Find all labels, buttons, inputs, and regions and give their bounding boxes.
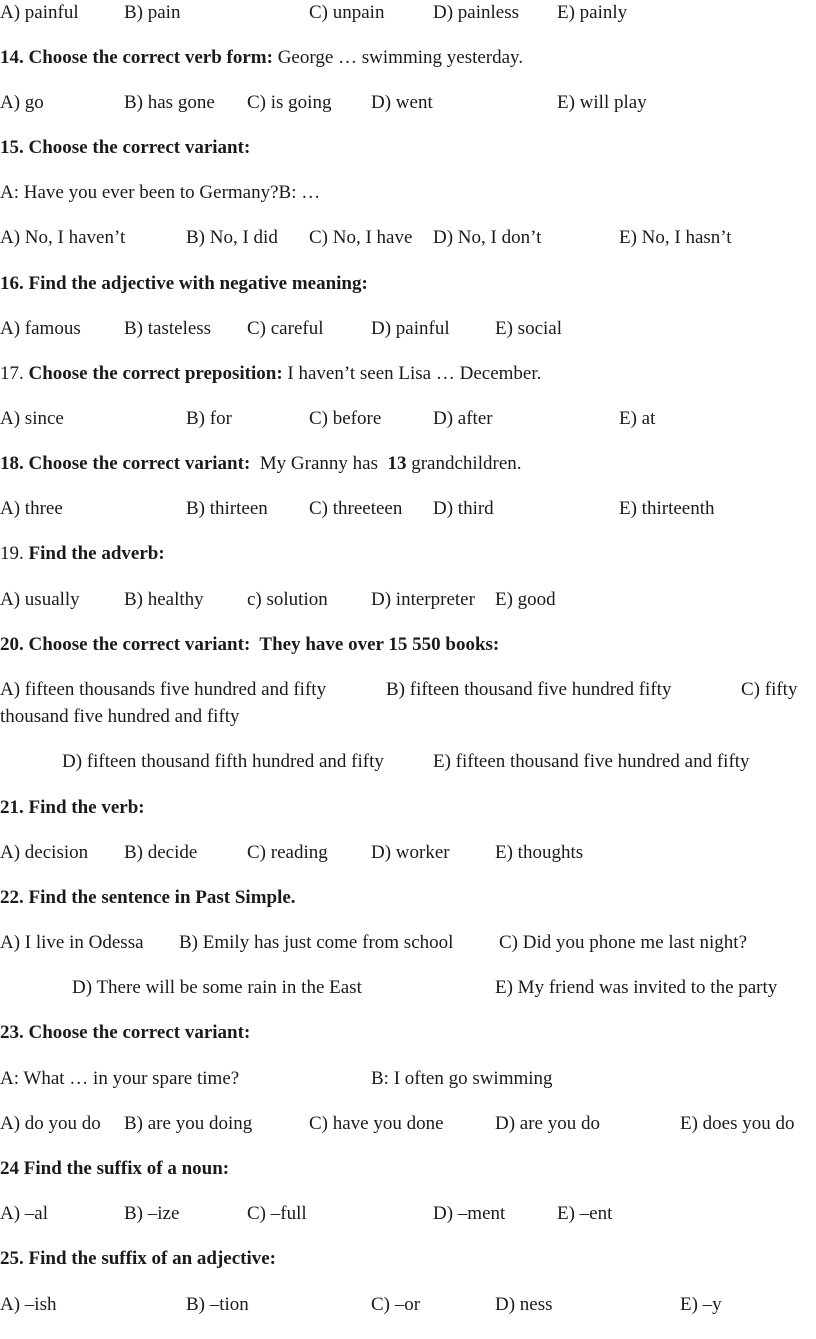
q23-option-e: E) does you do [680,1113,795,1134]
q19-option-e: E) good [495,589,556,610]
q23-option-d: D) are you do [495,1113,600,1134]
q14-option-c: C) is going [247,92,332,113]
q25-option-c: C) –or [371,1294,421,1315]
q23-heading [0,1021,250,1045]
q22-option-c: C) Did you phone me last night? [499,932,748,953]
q15-option-b: B) No, I did [186,227,278,248]
q23-heading-text: 23. Choose the correct variant: [0,1022,251,1043]
q17-option-b: B) for [186,408,232,429]
q14-text: George … swimming yesterday. [272,47,524,68]
q23-option-a: A) do you do [0,1113,101,1134]
q24-option-a: A) –al [0,1203,49,1224]
q22-option-d: D) There will be some rain in the East [72,977,362,998]
q18-text-before: My Granny has [250,453,388,474]
q16-heading [0,272,368,296]
q24-heading [0,1157,229,1181]
q16-option-a: A) famous [0,318,81,339]
q20-option-c-continued: thousand five hundred and fifty [0,706,240,727]
q15-dialogue: A: Have you ever been to Germany?B: … [0,182,321,203]
q18-heading [0,452,522,476]
q20-option-e: E) fifteen thousand five hundred and fifty [433,751,750,772]
q25-option-d: D) ness [495,1294,553,1315]
q15-option-e: E) No, I hasn’t [619,227,732,248]
q14-option-d: D) went [371,92,433,113]
q22-option-a: A) I live in Odessa [0,932,144,953]
q14-heading [0,46,523,70]
q19-heading [0,542,165,566]
q16-heading-text: 16. Find the adjective with negative meaning: [0,273,368,294]
q21-option-a: A) decision [0,842,89,863]
q20-heading [0,633,499,657]
q18-text-after: grandchildren. [406,453,522,474]
q13-option-a: A) painful [0,2,79,23]
q19-option-b: B) healthy [124,589,204,610]
q13-option-c: C) unpain [309,2,385,23]
q17-number: 17. [0,363,29,384]
q14-instruction: . Choose the correct verb form: [19,47,273,68]
q17-option-a: A) since [0,408,64,429]
q19-option-d: D) interpreter [371,589,475,610]
q22-option-e: E) My friend was invited to the party [495,977,778,998]
q18-instruction: 18. Choose the correct variant: [0,453,251,474]
q21-option-b: B) decide [124,842,198,863]
q25-heading-text: 25. Find the suffix of an adjective: [0,1248,277,1269]
q22-heading [0,886,296,910]
q13-option-d: D) painless [433,2,520,23]
q16-option-d: D) painful [371,318,450,339]
q14-number: 14 [0,47,19,68]
q23-dialogue-a: A: What … in your spare time? [0,1068,240,1089]
q20-heading-text: 20. Choose the correct variant: They have over 15 550 books: [0,634,500,655]
q18-option-e: E) thirteenth [619,498,715,519]
q14-option-b: B) has gone [124,92,215,113]
q21-option-e: E) thoughts [495,842,584,863]
q17-option-e: E) at [619,408,656,429]
q16-option-c: C) careful [247,318,324,339]
q22-option-b: B) Emily has just come from school [179,932,454,953]
q13-option-b: B) pain [124,2,181,23]
q24-heading-text: 24 Find the suffix of a noun: [0,1158,230,1179]
q20-option-a: A) fifteen thousands five hundred and fifty [0,679,327,700]
q19-instruction: Find the adverb: [28,543,165,564]
q15-heading-text: 15. Choose the correct variant: [0,137,251,158]
q21-heading-text: 21. Find the verb: [0,797,145,818]
q17-instruction: Choose the correct preposition: [28,363,283,384]
q15-option-a: A) No, I haven’t [0,227,126,248]
q21-option-c: C) reading [247,842,328,863]
q25-heading [0,1247,276,1271]
q22-heading-text: 22. Find the sentence in Past Simple. [0,887,296,908]
q21-heading [0,796,145,820]
q14-option-e: E) will play [557,92,647,113]
q18-option-d: D) third [433,498,494,519]
q18-option-a: A) three [0,498,63,519]
q20-option-b: B) fifteen thousand five hundred fifty [386,679,672,700]
q19-option-c: c) solution [247,589,328,610]
q20-option-d: D) fifteen thousand fifth hundred and fifty [62,751,384,772]
q15-option-d: D) No, I don’t [433,227,542,248]
q25-option-e: E) –y [680,1294,722,1315]
q15-heading [0,136,250,160]
q23-option-b: B) are you doing [124,1113,253,1134]
q24-option-e: E) –ent [557,1203,613,1224]
q25-option-a: A) –ish [0,1294,57,1315]
q17-text: I haven’t seen Lisa … December. [282,363,542,384]
q20-option-c: C) fifty [741,679,798,700]
q17-option-d: D) after [433,408,493,429]
q25-option-b: B) –tion [186,1294,249,1315]
q23-dialogue-b: B: I often go swimming [371,1068,553,1089]
q18-option-c: C) threeteen [309,498,403,519]
q19-option-a: A) usually [0,589,80,610]
q18-highlight: 13 [387,453,407,474]
q24-option-b: B) –ize [124,1203,180,1224]
q24-option-c: C) –full [247,1203,307,1224]
q24-option-d: D) –ment [433,1203,506,1224]
q16-option-e: E) social [495,318,563,339]
q16-option-b: B) tasteless [124,318,212,339]
q21-option-d: D) worker [371,842,450,863]
q17-option-c: C) before [309,408,382,429]
q14-option-a: A) go [0,92,44,113]
q13-option-e: E) painly [557,2,628,23]
q17-heading [0,362,541,386]
q15-option-c: C) No, I have [309,227,413,248]
q19-number: 19. [0,543,29,564]
q18-option-b: B) thirteen [186,498,268,519]
q23-option-c: C) have you done [309,1113,444,1134]
